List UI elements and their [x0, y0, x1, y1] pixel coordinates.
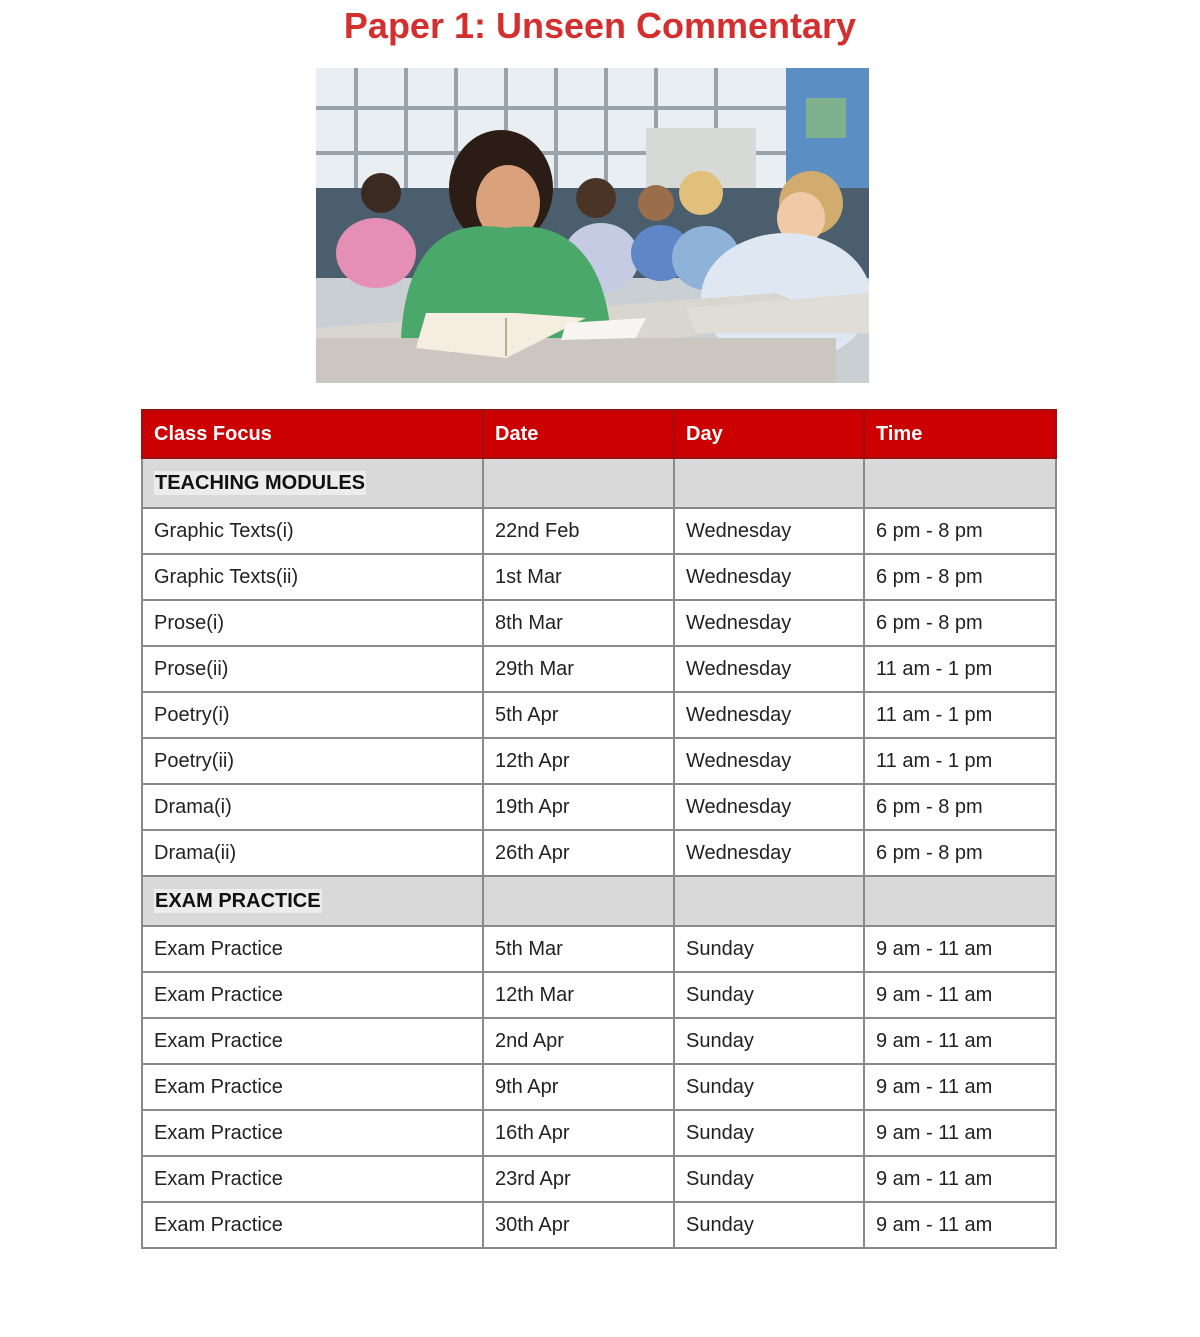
section-label: TEACHING MODULES	[155, 471, 365, 494]
table-row	[142, 738, 1056, 784]
section-empty-cell	[483, 458, 674, 508]
cell-date: 12th Mar	[483, 972, 674, 1018]
cell-time: 6 pm - 8 pm	[864, 784, 1056, 830]
table-row	[142, 692, 1056, 738]
cell-class-focus: Exam Practice	[142, 972, 483, 1018]
cell-class-focus: Exam Practice	[142, 1064, 483, 1110]
cell-time: 9 am - 11 am	[864, 1110, 1056, 1156]
cell-class-focus: Poetry(i)	[142, 692, 483, 738]
cell-date: 9th Apr	[483, 1064, 674, 1110]
cell-day: Wednesday	[674, 554, 864, 600]
cell-time: 9 am - 11 am	[864, 1064, 1056, 1110]
cell-day: Wednesday	[674, 784, 864, 830]
cell-day: Wednesday	[674, 692, 864, 738]
table-header-row	[142, 410, 1056, 458]
cell-class-focus: Prose(i)	[142, 600, 483, 646]
cell-time: 9 am - 11 am	[864, 926, 1056, 972]
table-row	[142, 784, 1056, 830]
cell-day: Wednesday	[674, 600, 864, 646]
cell-class-focus: Exam Practice	[142, 1018, 483, 1064]
cell-class-focus: Graphic Texts(i)	[142, 508, 483, 554]
cell-time: 11 am - 1 pm	[864, 646, 1056, 692]
column-header-time: Time	[864, 410, 1056, 458]
cell-class-focus: Poetry(ii)	[142, 738, 483, 784]
table-row	[142, 554, 1056, 600]
table-row	[142, 972, 1056, 1018]
cell-time: 11 am - 1 pm	[864, 692, 1056, 738]
cell-time: 11 am - 1 pm	[864, 738, 1056, 784]
section-row-teaching-modules	[142, 458, 1056, 508]
cell-class-focus: Exam Practice	[142, 1156, 483, 1202]
cell-day: Sunday	[674, 1202, 864, 1248]
cell-day: Sunday	[674, 1018, 864, 1064]
section-empty-cell	[674, 876, 864, 926]
section-empty-cell	[864, 458, 1056, 508]
cell-class-focus: Prose(ii)	[142, 646, 483, 692]
table-row	[142, 1018, 1056, 1064]
cell-class-focus: Drama(ii)	[142, 830, 483, 876]
cell-class-focus: Exam Practice	[142, 1110, 483, 1156]
table-row	[142, 646, 1056, 692]
table-row	[142, 1064, 1056, 1110]
cell-day: Wednesday	[674, 508, 864, 554]
cell-date: 1st Mar	[483, 554, 674, 600]
cell-date: 26th Apr	[483, 830, 674, 876]
cell-date: 12th Apr	[483, 738, 674, 784]
cell-day: Wednesday	[674, 830, 864, 876]
cell-date: 23rd Apr	[483, 1156, 674, 1202]
cell-day: Sunday	[674, 972, 864, 1018]
cell-day: Wednesday	[674, 646, 864, 692]
cell-day: Sunday	[674, 1110, 864, 1156]
cell-class-focus: Graphic Texts(ii)	[142, 554, 483, 600]
cell-day: Wednesday	[674, 738, 864, 784]
cell-date: 5th Mar	[483, 926, 674, 972]
cell-class-focus: Exam Practice	[142, 1202, 483, 1248]
cell-time: 9 am - 11 am	[864, 1202, 1056, 1248]
cell-date: 2nd Apr	[483, 1018, 674, 1064]
section-empty-cell	[864, 876, 1056, 926]
cell-class-focus: Drama(i)	[142, 784, 483, 830]
table-row	[142, 600, 1056, 646]
section-empty-cell	[483, 876, 674, 926]
cell-time: 6 pm - 8 pm	[864, 600, 1056, 646]
column-header-class-focus: Class Focus	[142, 410, 483, 458]
section-cell	[142, 458, 483, 508]
table-row	[142, 508, 1056, 554]
section-cell	[142, 876, 483, 926]
column-header-day: Day	[674, 410, 864, 458]
section-label: EXAM PRACTICE	[155, 889, 321, 912]
cell-date: 8th Mar	[483, 600, 674, 646]
table-row	[142, 926, 1056, 972]
cell-date: 30th Apr	[483, 1202, 674, 1248]
classroom-photo	[316, 68, 869, 383]
cell-time: 6 pm - 8 pm	[864, 508, 1056, 554]
cell-class-focus: Exam Practice	[142, 926, 483, 972]
table-row	[142, 1156, 1056, 1202]
cell-day: Sunday	[674, 1064, 864, 1110]
cell-time: 6 pm - 8 pm	[864, 830, 1056, 876]
column-header-date: Date	[483, 410, 674, 458]
cell-time: 6 pm - 8 pm	[864, 554, 1056, 600]
cell-date: 22nd Feb	[483, 508, 674, 554]
table-row	[142, 830, 1056, 876]
cell-day: Sunday	[674, 1156, 864, 1202]
table-row	[142, 1202, 1056, 1248]
cell-date: 29th Mar	[483, 646, 674, 692]
page-title: Paper 1: Unseen Commentary	[343, 5, 857, 46]
cell-time: 9 am - 11 am	[864, 1156, 1056, 1202]
cell-day: Sunday	[674, 926, 864, 972]
section-empty-cell	[674, 458, 864, 508]
table-row	[142, 1110, 1056, 1156]
schedule-table	[141, 409, 1057, 1249]
cell-date: 19th Apr	[483, 784, 674, 830]
cell-time: 9 am - 11 am	[864, 1018, 1056, 1064]
cell-date: 5th Apr	[483, 692, 674, 738]
cell-date: 16th Apr	[483, 1110, 674, 1156]
cell-time: 9 am - 11 am	[864, 972, 1056, 1018]
section-row-exam-practice	[142, 876, 1056, 926]
